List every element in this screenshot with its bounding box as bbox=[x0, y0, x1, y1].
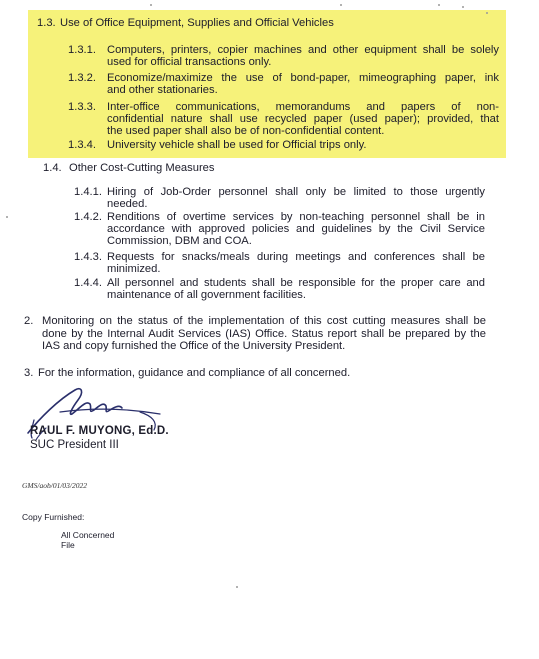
item-number: 1.4.4. bbox=[74, 277, 102, 289]
scan-speck bbox=[486, 12, 488, 14]
paragraph-number: 2. bbox=[24, 315, 34, 327]
item-number: 1.3.4. bbox=[68, 139, 96, 151]
item-text: Hiring of Job-Order personnel shall only be limited to those urgently needed. bbox=[107, 186, 485, 211]
reference-code: GMS/aob/01/03/2022 bbox=[22, 481, 87, 490]
scan-speck bbox=[462, 6, 464, 8]
item-number: 1.3.1. bbox=[68, 44, 96, 56]
item-number: 1.3.3. bbox=[68, 101, 96, 113]
section-number: 1.4. bbox=[43, 162, 62, 174]
item-text: Renditions of overtime services by non-teaching personnel shall be in accordance with approved policies and guidelines by the Civil Service Commission, DBM and COA. bbox=[107, 211, 485, 248]
item-text: Inter-office communications, memorandums and papers of non- confidential nature shall use recycled paper (used paper); provided, that the used paper shall also be of non-confidential content. bbox=[107, 101, 499, 138]
item-text: University vehicle shall be used for Official trips only. bbox=[107, 139, 367, 151]
item-number: 1.4.1. bbox=[74, 186, 102, 198]
copy-furnished-item: File bbox=[61, 540, 75, 550]
copy-furnished-item: All Concerned bbox=[61, 530, 115, 540]
paragraph-number: 3. bbox=[24, 367, 34, 379]
section-heading: Other Cost-Cutting Measures bbox=[69, 162, 215, 174]
scan-speck bbox=[150, 4, 152, 6]
item-number: 1.4.2. bbox=[74, 211, 102, 223]
item-text: All personnel and students shall be responsible for the proper care and maintenance of all government facilities. bbox=[107, 277, 485, 302]
item-text: Economize/maximize the use of bond-paper, mimeographing paper, ink and other stationaries. bbox=[107, 72, 499, 97]
paragraph-text: Monitoring on the status of the implementation of this cost cutting measures shall be done by the Internal Audit Services (IAS) Office. Status report shall be prepared by the IAS and copy furnished the Office of the University President. bbox=[42, 315, 486, 353]
section-heading: Use of Office Equipment, Supplies and Official Vehicles bbox=[60, 17, 334, 29]
scan-speck bbox=[340, 4, 342, 6]
item-number: 1.4.3. bbox=[74, 251, 102, 263]
paragraph-text: For the information, guidance and compliance of all concerned. bbox=[38, 367, 351, 379]
scan-speck bbox=[236, 586, 238, 588]
signatory-title: SUC President III bbox=[30, 439, 119, 451]
item-number: 1.3.2. bbox=[68, 72, 96, 84]
signatory-name: RAUL F. MUYONG, Ed.D. bbox=[30, 425, 169, 437]
scan-speck bbox=[6, 216, 8, 218]
copy-furnished-label: Copy Furnished: bbox=[22, 512, 85, 522]
section-number: 1.3. bbox=[37, 17, 56, 29]
item-text: Computers, printers, copier machines and other equipment shall be solely used for official transactions only. bbox=[107, 44, 499, 69]
item-text: Requests for snacks/meals during meetings and conferences shall be minimized. bbox=[107, 251, 485, 276]
scan-speck bbox=[438, 4, 440, 6]
